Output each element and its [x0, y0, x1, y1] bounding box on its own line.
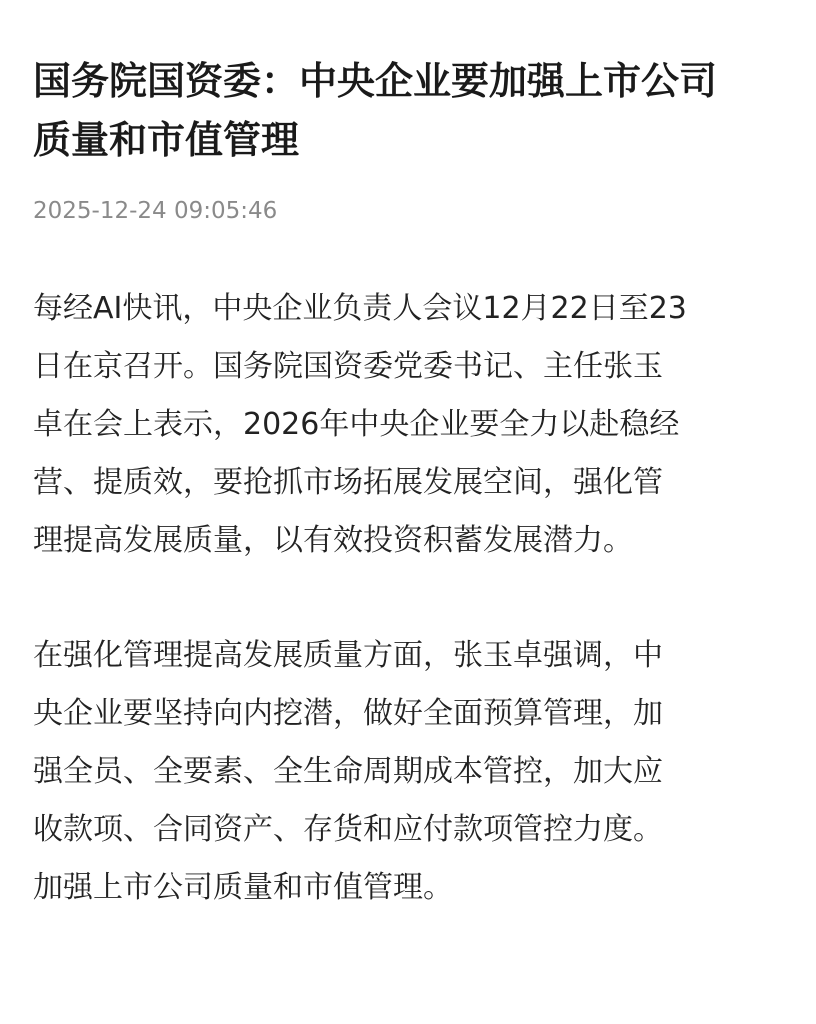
paragraph-line: 收款项、合同资产、存货和应付款项管控力度。 [33, 812, 663, 847]
publish-timestamp: 2025-12-24 09:05:46 [33, 198, 278, 224]
paragraph-line: 强全员、全要素、全生命周期成本管控，加大应 [33, 754, 663, 789]
article-paragraph [33, 627, 793, 917]
paragraph-line: 加强上市公司质量和市值管理。 [33, 870, 453, 905]
title-line: 国务院国资委：中央企业要加强上市公司 [33, 59, 718, 103]
paragraph-line: 央企业要坚持向内挖潜，做好全面预算管理，加 [33, 696, 663, 731]
article-paragraph [33, 280, 793, 570]
paragraph-line: 理提高发展质量，以有效投资积蓄发展潜力。 [33, 523, 633, 558]
title-line: 质量和市值管理 [33, 118, 300, 162]
paragraph-line: 营、提质效，要抢抓市场拓展发展空间，强化管 [33, 465, 663, 500]
paragraph-line: 卓在会上表示，2026年中央企业要全力以赴稳经 [33, 407, 680, 442]
paragraph-line: 在强化管理提高发展质量方面，张玉卓强调，中 [33, 638, 663, 673]
paragraph-line: 每经AI快讯，中央企业负责人会议12月22日至23 [33, 291, 687, 326]
paragraph-line: 日在京召开。国务院国资委党委书记、主任张玉 [33, 349, 663, 384]
article-title [33, 52, 785, 170]
